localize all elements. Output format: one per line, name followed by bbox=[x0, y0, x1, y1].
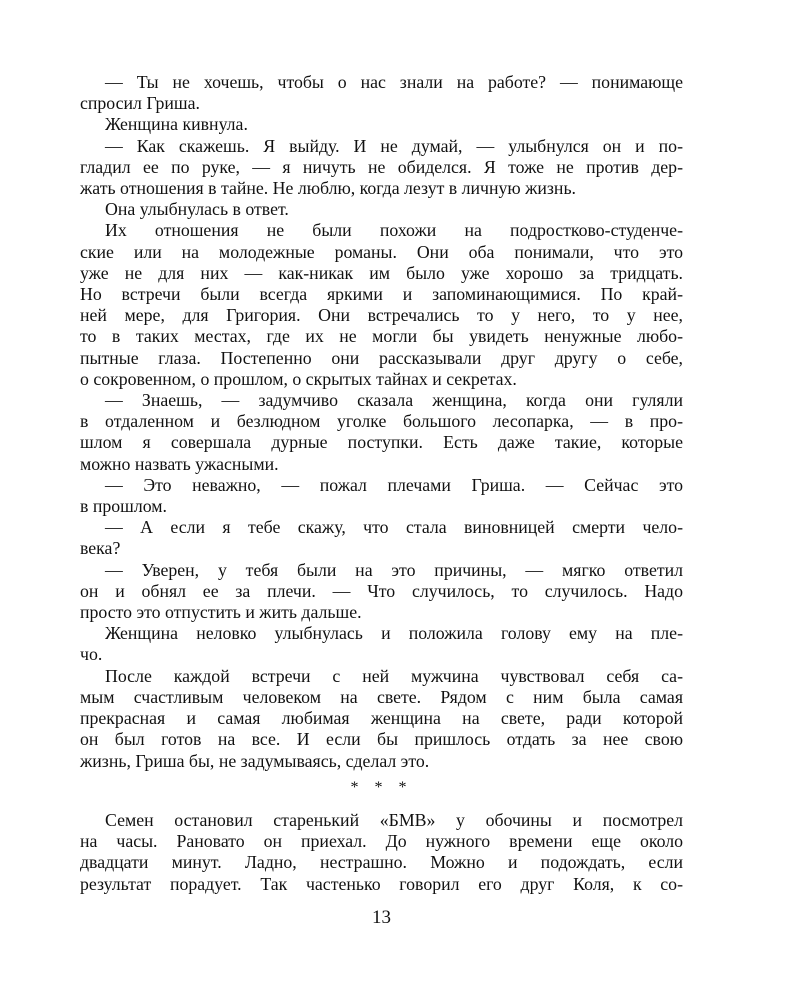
text-line: Женщина неловко улыбнулась и положила голову ему на пле- bbox=[105, 623, 683, 644]
page-number: 13 bbox=[372, 907, 391, 928]
text-line: ские или на молодежные романы. Они оба понимали, что это bbox=[80, 241, 683, 262]
text-line: чо. bbox=[80, 644, 103, 665]
text-line: результат порадует. Так частенько говорил его друг Коля, к со- bbox=[80, 873, 683, 894]
text-line: — Как скажешь. Я выйду. И не думай, — улыбнулся он и по- bbox=[105, 135, 683, 156]
text-line: века? bbox=[80, 538, 121, 559]
text-line: в отдаленном и безлюдном уголке большого лесопарка, — в про- bbox=[80, 411, 683, 432]
text-line: то в таких местах, где их не могли бы увидеть ненужные любо- bbox=[80, 326, 683, 347]
text-line: можно назвать ужасными. bbox=[80, 453, 279, 474]
text-line: прекрасная и самая любимая женщина на свете, ради которой bbox=[80, 708, 683, 729]
text-line: на часы. Рановато он приехал. До нужного времени еще около bbox=[80, 831, 683, 852]
text-line: — Уверен, у тебя были на это причины, — мягко ответил bbox=[105, 559, 683, 580]
text-line: гладил ее по руке, — я ничуть не обиделся. Я тоже не против дер- bbox=[80, 156, 683, 177]
text-line: просто это отпустить и жить дальше. bbox=[80, 602, 362, 623]
text-line: он и обнял ее за плечи. — Что случилось, то случилось. Надо bbox=[80, 580, 683, 601]
text-line: двадцати минут. Ладно, нестрашно. Можно и подождать, если bbox=[80, 852, 683, 873]
text-line: — Это неважно, — пожал плечами Гриша. — Сейчас это bbox=[105, 474, 683, 495]
text-line: жать отношения в тайне. Не люблю, когда лезут в личную жизнь. bbox=[80, 178, 576, 199]
text-line: — Ты не хочешь, чтобы о нас знали на работе? — понимающе bbox=[105, 72, 683, 92]
text-line: мым счастливым человеком на свете. Рядом с ним была самая bbox=[80, 686, 683, 707]
text-line: После каждой встречи с ней мужчина чувствовал себя са- bbox=[105, 665, 683, 686]
section-separator: * * * bbox=[350, 779, 413, 796]
text-line: жизнь, Гриша бы, не задумываясь, сделал это. bbox=[80, 750, 430, 771]
text-line: Их отношения не были похожи на подростково-студенче- bbox=[105, 220, 683, 241]
text-line: Женщина кивнула. bbox=[105, 114, 248, 135]
text-line: спросил Гриша. bbox=[80, 93, 200, 114]
text-line: пытные глаза. Постепенно они рассказывали друг другу о себе, bbox=[80, 347, 683, 368]
text-line: — А если я тебе скажу, что стала виновницей смерти чело- bbox=[105, 517, 683, 538]
text-line: Но встречи были всегда яркими и запоминающимися. По край- bbox=[80, 284, 683, 305]
text-line: уже не для них — как-никак им было уже хорошо за тридцать. bbox=[80, 262, 683, 283]
text-line: ней мере, для Григория. Они встречались то у него, то у нее, bbox=[80, 305, 683, 326]
body-text-lower bbox=[80, 810, 683, 895]
text-line: о сокровенном, о прошлом, о скрытых тайнах и секретах. bbox=[80, 368, 517, 389]
body-text-upper bbox=[80, 72, 683, 772]
text-line: — Знаешь, — задумчиво сказала женщина, когда они гуляли bbox=[105, 390, 683, 411]
text-line: в прошлом. bbox=[80, 496, 167, 517]
text-line: он был готов на все. И если бы пришлось отдать за нее свою bbox=[80, 729, 683, 750]
text-line: шлом я совершала дурные поступки. Есть даже такие, которые bbox=[80, 432, 683, 453]
text-line: Семен остановил старенький «БМВ» у обочины и посмотрел bbox=[105, 810, 683, 830]
text-line: Она улыбнулась в ответ. bbox=[105, 199, 289, 220]
